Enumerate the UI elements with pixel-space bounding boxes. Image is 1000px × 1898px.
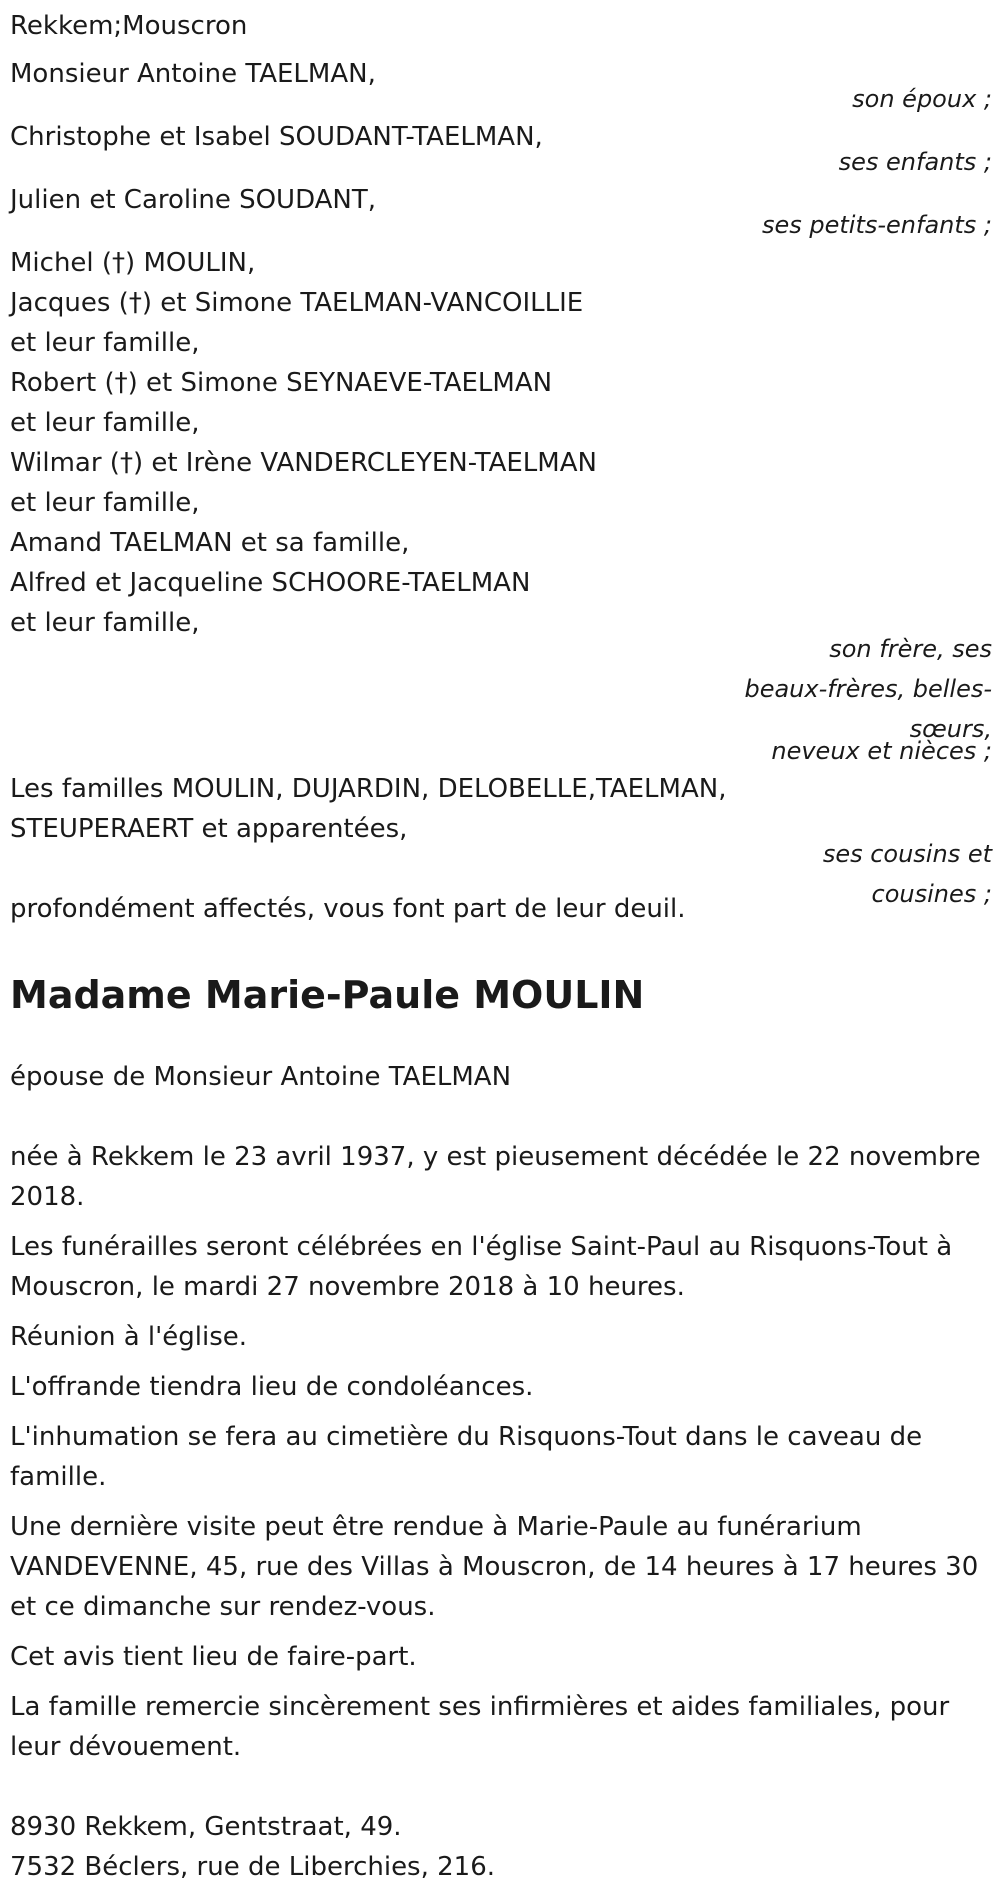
deceased-spouse-of: épouse de Monsieur Antoine TAELMAN [10,1062,512,1092]
sibling-line: et leur famille, [10,328,200,358]
address-line: 8930 Rekkem, Gentstraat, 49. [10,1812,402,1842]
detail-paragraph: L'offrande tiendra lieu de condoléances. [10,1372,534,1402]
role-children: ses enfants ; [838,148,992,176]
cousins-line: STEUPERAERT et apparentées, [10,814,408,844]
deceased-name: Madame Marie-Paule MOULIN [10,973,645,1017]
role-siblings-line: beaux-frères, belles- [744,675,992,703]
detail-paragraph: Cet avis tient lieu de faire-part. [10,1642,417,1672]
cousins-line: Les familles MOULIN, DUJARDIN, DELOBELLE,TAELMAN, [10,774,727,804]
mourners-closing: profondément affectés, vous font part de leur deuil. [10,894,686,924]
sibling-line: Jacques (†) et Simone TAELMAN-VANCOILLIE [10,288,584,318]
detail-paragraph: L'inhumation se fera au cimetière du Risquons-Tout dans le caveau de famille. [10,1422,923,1492]
detail-paragraph: Les funérailles seront célébrées en l'église Saint-Paul au Risquons-Tout à Mouscron, le mardi 27 novembre 2018 à 10 heures. [10,1232,953,1302]
detail-paragraph: La famille remercie sincèrement ses infirmières et aides familiales, pour leur dévouement. [10,1692,950,1762]
sibling-line: Wilmar (†) et Irène VANDERCLEYEN-TAELMAN [10,448,597,478]
mourner-children: Christophe et Isabel SOUDANT-TAELMAN, [10,122,543,152]
sibling-line: Robert (†) et Simone SEYNAEVE-TAELMAN [10,368,553,398]
sibling-line: Alfred et Jacqueline SCHOORE-TAELMAN [10,568,531,598]
sibling-line: et leur famille, [10,408,200,438]
role-cousins-line: cousines ; [871,880,992,908]
role-siblings-line: son frère, ses [829,635,992,663]
mourner-spouse: Monsieur Antoine TAELMAN, [10,59,376,89]
role-siblings-line: neveux et nièces ; [771,737,992,765]
detail-paragraph: née à Rekkem le 23 avril 1937, y est pieusement décédée le 22 novembre 2018. [10,1142,981,1212]
role-siblings-line: sœurs, [909,715,992,743]
sibling-line: et leur famille, [10,488,200,518]
role-spouse: son époux ; [852,85,992,113]
role-grandchildren: ses petits-enfants ; [761,211,992,239]
locations-header: Rekkem;Mouscron [10,11,248,41]
sibling-line: Amand TAELMAN et sa famille, [10,528,410,558]
sibling-line: Michel (†) MOULIN, [10,248,256,278]
detail-paragraph: Réunion à l'église. [10,1322,248,1352]
detail-paragraph: Une dernière visite peut être rendue à Marie-Paule au funérarium VANDEVENNE, 45, rue des Villas à Mouscron, de 14 heures à 17 heures 30 et ce dimanche sur rendez-vous. [10,1512,979,1622]
mourner-grandchildren: Julien et Caroline SOUDANT, [10,185,377,215]
role-cousins-line: ses cousins et [822,840,992,868]
sibling-line: et leur famille, [10,608,200,638]
address-line: 7532 Béclers, rue de Liberchies, 216. [10,1852,496,1882]
